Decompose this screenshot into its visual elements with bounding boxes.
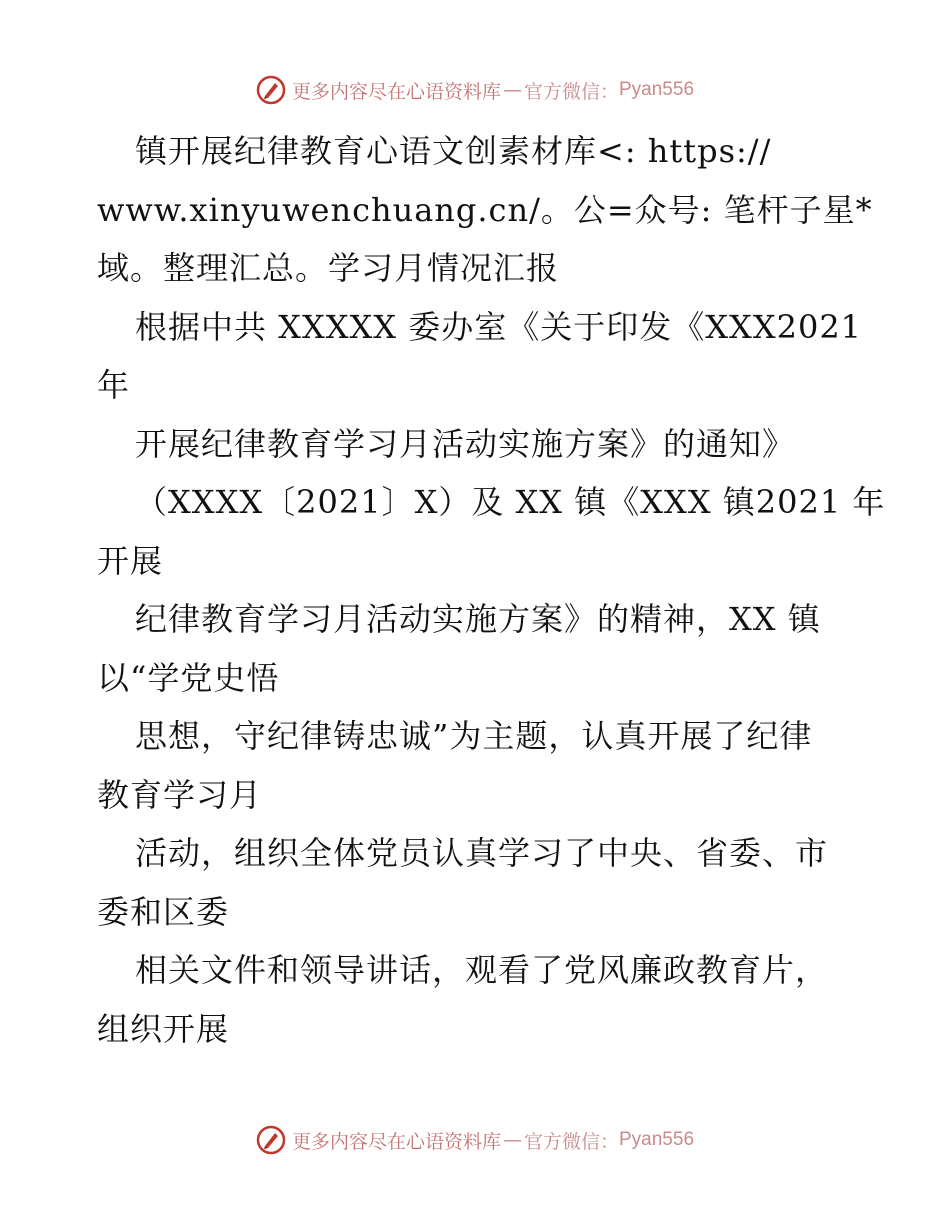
text-line: 相关文件和领导讲话，观看了党风廉政教育片， [135,951,829,989]
text-line: （XXXX〔2021〕X）及 XX 镇《XXX 镇2021 年 [135,483,886,521]
watermark-wechat-label: 官方微信： [523,80,619,103]
text-line: 根据中共 XXXXX 委办室《关于印发《XXX2021 [135,307,863,346]
text-line: 镇开展纪律教育心语文创素材库<: https:// [135,132,772,170]
document-body [97,122,886,1058]
pen-in-circle-logo-icon [256,75,286,105]
pen-in-circle-logo-icon [256,1125,286,1155]
watermark-main-text: 更多内容尽在心语资料库 [291,1130,501,1153]
text-line: 开展 [97,541,164,580]
text-line: 委和区委 [97,892,230,931]
watermark-dash: — [502,79,522,101]
watermark-wechat-label: 官方微信： [523,1130,619,1153]
text-line: 纪律教育学习月活动实施方案》的精神，XX 镇 [135,600,821,638]
text-line: 以“学党史悟 [97,658,280,697]
text-line: 思想，守纪律铸忠诚”为主题，认真开展了纪律 [135,717,813,755]
footer-watermark [0,1120,950,1160]
text-line: www.xinyuwenchuang.cn/。公=众号: 笔杆子星* [97,190,873,229]
text-line: 组织开展 [97,1009,230,1048]
header-watermark [0,70,950,110]
watermark-dash: — [502,1129,522,1151]
text-line: 开展纪律教育学习月活动实施方案》的通知》 [135,424,796,463]
text-line: 活动，组织全体党员认真学习了中央、省委、市 [135,834,829,872]
text-line: 教育学习月 [97,775,263,814]
watermark-main-text: 更多内容尽在心语资料库 [291,80,501,103]
watermark-wechat-handle: Pyan556 [619,79,695,100]
text-line: 域。整理汇总。学习月情况汇报 [97,249,560,287]
watermark-wechat-handle: Pyan556 [619,1129,695,1150]
text-line: 年 [97,366,131,404]
